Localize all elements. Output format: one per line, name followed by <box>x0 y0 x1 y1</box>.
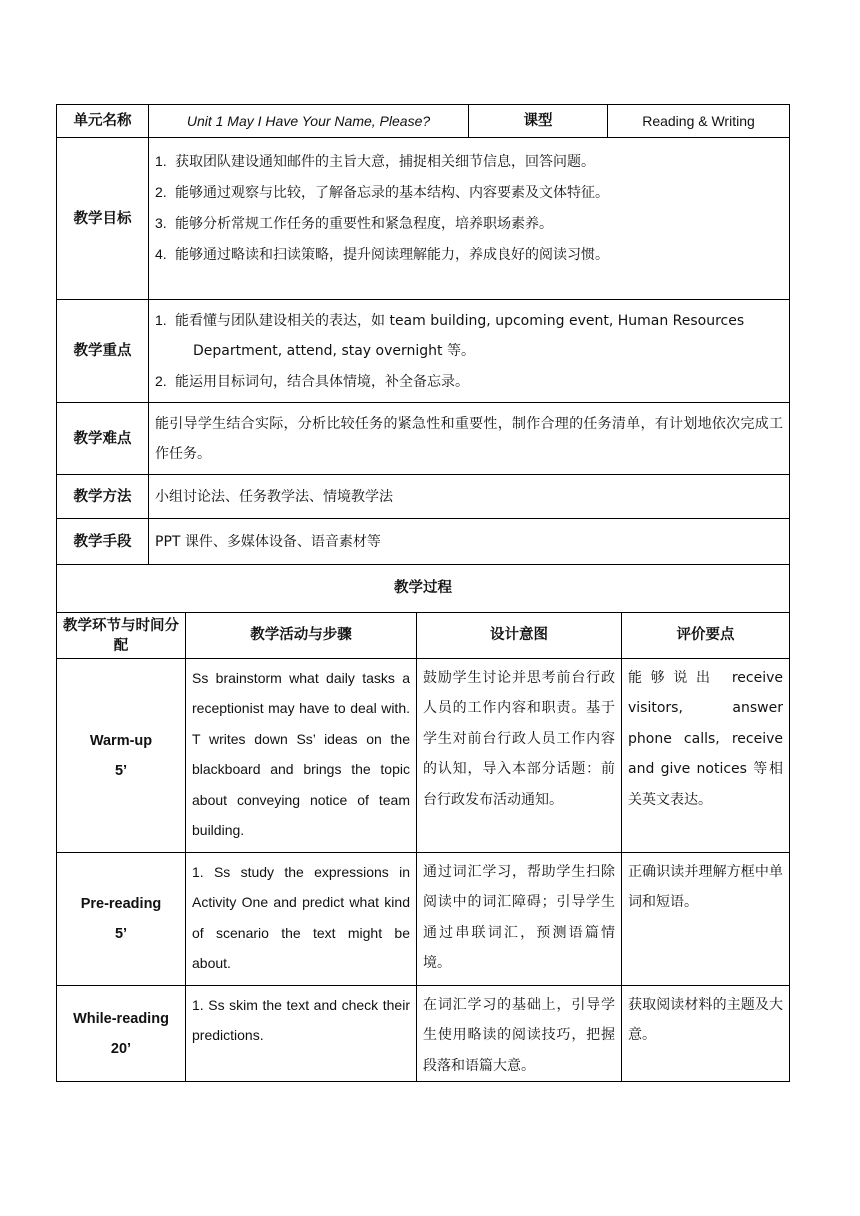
goal-item: 3. 能够分析常规工作任务的重要性和紧急程度，培养职场素养。 <box>155 215 553 232</box>
header-stage-time: 教学环节与时间分配 <box>57 613 186 659</box>
intent-cell: 在词汇学习的基础上，引导学生使用略读的阅读技巧，把握段落和语篇大意。 <box>417 986 622 1082</box>
evaluation-cell: 正确识读并理解方框中单词和短语。 <box>622 853 790 986</box>
activity-cell: Ss brainstorm what daily tasks a receptionist may have to deal with. T writes down Ss’ ideas on the blackboard and brings the topic about conveying notice of team building. <box>186 659 417 853</box>
stage-time: 20’ <box>110 1040 132 1057</box>
goal-item: 1. 获取团队建设通知邮件的主旨大意，捕捉相关细节信息，回答问题。 <box>155 153 595 170</box>
lesson-plan <box>56 104 789 1082</box>
stage-cell <box>57 986 186 1082</box>
lesson-type-value: Reading & Writing <box>608 105 790 138</box>
unit-name-label: 单元名称 <box>57 105 149 138</box>
difficulty-label: 教学难点 <box>57 403 149 475</box>
evaluation-cell: 能够说出 receive visitors, answer phone calls, receive and give notices 等相关英文表达。 <box>622 659 790 853</box>
means-text: PPT 课件、多媒体设备、语音素材等 <box>149 519 790 565</box>
header-evaluation: 评价要点 <box>622 613 790 659</box>
method-label: 教学方法 <box>57 475 149 519</box>
means-label: 教学手段 <box>57 519 149 565</box>
goals-cell <box>149 138 790 300</box>
key-points-label: 教学重点 <box>57 300 149 403</box>
intent-cell: 鼓励学生讨论并思考前台行政人员的工作内容和职责。基于学生对前台行政人员工作内容的认知，导入本部分话题：前台行政发布活动通知。 <box>417 659 622 853</box>
teaching-process-table <box>56 564 790 1082</box>
process-title: 教学过程 <box>57 565 790 613</box>
goal-item: 2. 能够通过观察与比较，了解备忘录的基本结构、内容要素及文体特征。 <box>155 184 609 201</box>
goals-label: 教学目标 <box>57 138 149 300</box>
table-row <box>57 659 790 853</box>
stage-cell <box>57 659 186 853</box>
stage-cell <box>57 853 186 986</box>
stage-time: 5’ <box>114 926 128 942</box>
lesson-type-label: 课型 <box>469 105 608 138</box>
stage-name: While-reading <box>73 1010 169 1027</box>
stage-name: Pre-reading <box>80 896 162 912</box>
stage-time: 5’ <box>114 762 128 779</box>
key-points-cell <box>149 300 790 403</box>
unit-name-value: Unit 1 May I Have Your Name, Please? <box>149 105 469 138</box>
evaluation-cell: 获取阅读材料的主题及大意。 <box>622 986 790 1082</box>
intent-cell: 通过词汇学习，帮助学生扫除阅读中的词汇障碍；引导学生通过串联词汇，预测语篇情境。 <box>417 853 622 986</box>
activity-cell: 1. Ss skim the text and check their predictions. <box>186 986 417 1082</box>
difficulty-text: 能引导学生结合实际，分析比较任务的紧急性和重要性，制作合理的任务清单，有计划地依次完成工作任务。 <box>149 403 790 475</box>
header-intent: 设计意图 <box>417 613 622 659</box>
stage-name: Warm-up <box>89 732 153 749</box>
lesson-info-table <box>56 104 790 565</box>
activity-cell: 1. Ss study the expressions in Activity One and predict what kind of scenario the text might be about. <box>186 853 417 986</box>
key-point-item: 1. 能看懂与团队建设相关的表达，如 team building, upcoming event, Human Resources <box>155 312 745 329</box>
table-row <box>57 853 790 986</box>
table-row <box>57 986 790 1082</box>
key-point-item-cont: Department, attend, stay overnight 等。 <box>193 343 475 359</box>
goal-item: 4. 能够通过略读和扫读策略，提升阅读理解能力，养成良好的阅读习惯。 <box>155 246 609 263</box>
method-text: 小组讨论法、任务教学法、情境教学法 <box>149 475 790 519</box>
key-point-item: 2. 能运用目标词句，结合具体情境，补全备忘录。 <box>155 373 469 390</box>
goals-list <box>155 146 783 270</box>
header-activity: 教学活动与步骤 <box>186 613 417 659</box>
